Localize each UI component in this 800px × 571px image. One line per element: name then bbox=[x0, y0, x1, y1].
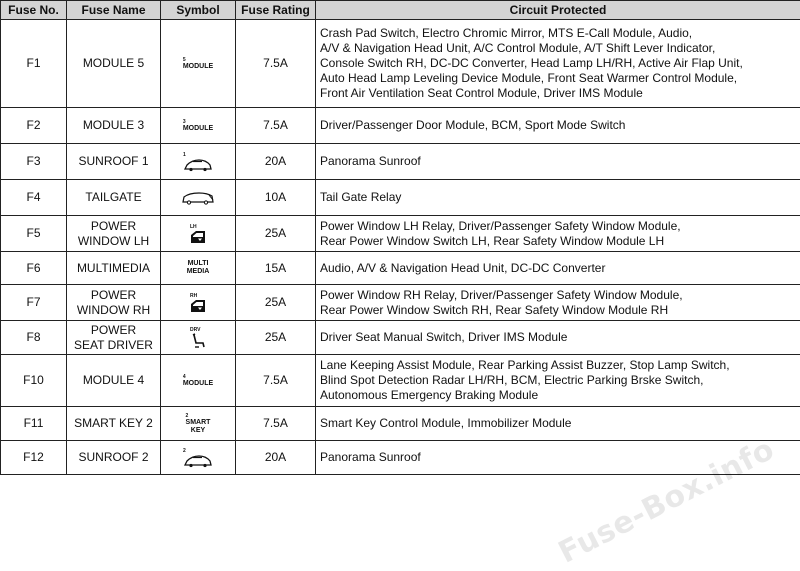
seat-icon bbox=[190, 337, 206, 344]
fuse-name-line: POWER bbox=[71, 323, 156, 338]
header-symbol: Symbol bbox=[161, 1, 236, 20]
symbol-index: DRV bbox=[190, 327, 206, 333]
fuse-symbol bbox=[190, 293, 206, 313]
symbol-index: 4 bbox=[183, 374, 213, 380]
circuit-line: Power Window RH Relay, Driver/Passenger Safety Window Module, bbox=[320, 288, 796, 303]
symbol-text: MULTI bbox=[187, 260, 210, 268]
symbol-text: MODULE bbox=[183, 63, 213, 70]
symbol-index: 2 bbox=[183, 448, 213, 454]
table-row bbox=[1, 108, 800, 144]
fuse-symbol bbox=[187, 260, 210, 276]
symbol-index: 5 bbox=[183, 57, 213, 63]
fuse-symbol bbox=[183, 374, 213, 388]
header-fuse-name: Fuse Name bbox=[67, 1, 161, 20]
fuse-name-cell bbox=[67, 321, 161, 355]
fuse-name-cell: MODULE 5 bbox=[67, 20, 161, 108]
table-row bbox=[1, 355, 800, 407]
fuse-name-line: WINDOW RH bbox=[71, 303, 156, 318]
fuse-name-cell: MODULE 4 bbox=[67, 355, 161, 407]
symbol-text: KEY bbox=[186, 427, 211, 435]
circuit-cell bbox=[316, 252, 800, 285]
symbol-cell bbox=[161, 407, 236, 441]
symbol-index: 1 bbox=[183, 152, 213, 158]
symbol-index: 2 bbox=[186, 413, 211, 419]
symbol-cell bbox=[161, 355, 236, 407]
table-row bbox=[1, 441, 800, 475]
fuse-rating-cell: 25A bbox=[236, 321, 316, 355]
circuit-cell bbox=[316, 441, 800, 475]
fuse-symbol bbox=[186, 413, 211, 435]
fuse-symbol bbox=[183, 152, 213, 172]
circuit-line: Tail Gate Relay bbox=[320, 190, 796, 205]
circuit-cell bbox=[316, 20, 800, 108]
circuit-line: Panorama Sunroof bbox=[320, 154, 796, 169]
circuit-cell bbox=[316, 321, 800, 355]
circuit-line: Auto Head Lamp Leveling Device Module, Front Seat Warmer Control Module, bbox=[320, 71, 796, 86]
symbol-cell bbox=[161, 441, 236, 475]
circuit-line: Power Window LH Relay, Driver/Passenger Safety Window Module, bbox=[320, 219, 796, 234]
fuse-no-cell: F4 bbox=[1, 180, 67, 216]
fuse-rating-cell: 7.5A bbox=[236, 108, 316, 144]
table-row bbox=[1, 321, 800, 355]
fuse-name-cell: TAILGATE bbox=[67, 180, 161, 216]
fuse-rating-cell: 20A bbox=[236, 441, 316, 475]
circuit-line: Front Air Ventilation Seat Control Module, Driver IMS Module bbox=[320, 86, 796, 101]
circuit-line: Rear Power Window Switch LH, Rear Safety Window Module LH bbox=[320, 234, 796, 249]
fuse-name-cell: MULTIMEDIA bbox=[67, 252, 161, 285]
fuse-name-cell: SUNROOF 2 bbox=[67, 441, 161, 475]
watermark: Fuse-Box.info bbox=[553, 432, 780, 571]
fuse-rating-cell: 7.5A bbox=[236, 355, 316, 407]
fuse-no-cell: F10 bbox=[1, 355, 67, 407]
symbol-text: MEDIA bbox=[187, 268, 210, 276]
table-row bbox=[1, 216, 800, 252]
fuse-no-cell: F12 bbox=[1, 441, 67, 475]
fuse-no-cell: F3 bbox=[1, 144, 67, 180]
fuse-symbol bbox=[183, 448, 213, 468]
fuse-rating-cell: 25A bbox=[236, 285, 316, 321]
fuse-symbol bbox=[190, 224, 206, 244]
header-row bbox=[1, 1, 800, 20]
symbol-text: MODULE bbox=[183, 125, 213, 132]
fuse-no-cell: F2 bbox=[1, 108, 67, 144]
symbol-cell bbox=[161, 180, 236, 216]
fuse-rating-cell: 7.5A bbox=[236, 20, 316, 108]
table-row bbox=[1, 20, 800, 108]
sunroof-icon bbox=[183, 161, 213, 168]
fuse-no-cell: F6 bbox=[1, 252, 67, 285]
fuse-name-line: SEAT DRIVER bbox=[71, 338, 156, 353]
fuse-no-cell: F7 bbox=[1, 285, 67, 321]
circuit-line: Smart Key Control Module, Immobilizer Module bbox=[320, 416, 796, 431]
fuse-rating-cell: 10A bbox=[236, 180, 316, 216]
symbol-index: 3 bbox=[183, 119, 213, 125]
table-row bbox=[1, 144, 800, 180]
fuse-no-cell: F11 bbox=[1, 407, 67, 441]
header-fuse-no: Fuse No. bbox=[1, 1, 67, 20]
sunroof-icon bbox=[183, 457, 213, 464]
table-row bbox=[1, 285, 800, 321]
fuse-name-cell: SUNROOF 1 bbox=[67, 144, 161, 180]
table-row bbox=[1, 252, 800, 285]
fuse-name-cell bbox=[67, 216, 161, 252]
fuse-name-cell: MODULE 3 bbox=[67, 108, 161, 144]
circuit-cell bbox=[316, 285, 800, 321]
circuit-line: Driver Seat Manual Switch, Driver IMS Module bbox=[320, 330, 796, 345]
fuse-name-cell bbox=[67, 285, 161, 321]
circuit-line: Audio, A/V & Navigation Head Unit, DC-DC Converter bbox=[320, 261, 796, 276]
circuit-line: Rear Power Window Switch RH, Rear Safety Window Module RH bbox=[320, 303, 796, 318]
fuse-symbol bbox=[183, 57, 213, 71]
symbol-cell bbox=[161, 108, 236, 144]
symbol-cell bbox=[161, 321, 236, 355]
power-window-icon bbox=[190, 302, 206, 309]
power-window-icon bbox=[190, 233, 206, 240]
circuit-line: Console Switch RH, DC-DC Converter, Head Lamp LH/RH, Active Air Flap Unit, bbox=[320, 56, 796, 71]
symbol-text: SMART bbox=[186, 419, 211, 427]
fuse-no-cell: F8 bbox=[1, 321, 67, 355]
fuse-rating-cell: 25A bbox=[236, 216, 316, 252]
header-circuit: Circuit Protected bbox=[316, 1, 800, 20]
circuit-cell bbox=[316, 180, 800, 216]
circuit-cell bbox=[316, 407, 800, 441]
fuse-symbol bbox=[183, 119, 213, 133]
fuse-rating-cell: 7.5A bbox=[236, 407, 316, 441]
fuse-rating-cell: 15A bbox=[236, 252, 316, 285]
fuse-name-line: WINDOW LH bbox=[71, 234, 156, 249]
circuit-cell bbox=[316, 108, 800, 144]
symbol-cell bbox=[161, 252, 236, 285]
fuse-symbol bbox=[181, 191, 215, 205]
symbol-cell bbox=[161, 20, 236, 108]
symbol-cell bbox=[161, 216, 236, 252]
circuit-line: Driver/Passenger Door Module, BCM, Sport Mode Switch bbox=[320, 118, 796, 133]
fuse-rating-cell: 20A bbox=[236, 144, 316, 180]
circuit-line: Panorama Sunroof bbox=[320, 450, 796, 465]
fuse-symbol bbox=[190, 327, 206, 349]
symbol-cell bbox=[161, 285, 236, 321]
circuit-line: Crash Pad Switch, Electro Chromic Mirror, MTS E-Call Module, Audio, bbox=[320, 26, 796, 41]
symbol-cell bbox=[161, 144, 236, 180]
fuse-name-cell: SMART KEY 2 bbox=[67, 407, 161, 441]
fuse-name-line: POWER bbox=[71, 219, 156, 234]
fuse-no-cell: F1 bbox=[1, 20, 67, 108]
circuit-cell bbox=[316, 216, 800, 252]
symbol-index: LH bbox=[190, 224, 206, 230]
circuit-line: Autonomous Emergency Braking Module bbox=[320, 388, 796, 403]
circuit-cell bbox=[316, 144, 800, 180]
circuit-cell bbox=[316, 355, 800, 407]
circuit-line: A/V & Navigation Head Unit, A/C Control Module, A/T Shift Lever Indicator, bbox=[320, 41, 796, 56]
circuit-line: Blind Spot Detection Radar LH/RH, BCM, Electric Parking Brske Switch, bbox=[320, 373, 796, 388]
symbol-index: RH bbox=[190, 293, 206, 299]
fuse-no-cell: F5 bbox=[1, 216, 67, 252]
circuit-line: Lane Keeping Assist Module, Rear Parking Assist Buzzer, Stop Lamp Switch, bbox=[320, 358, 796, 373]
fuse-name-line: POWER bbox=[71, 288, 156, 303]
symbol-text: MODULE bbox=[183, 380, 213, 387]
table-row bbox=[1, 407, 800, 441]
header-fuse-rating: Fuse Rating bbox=[236, 1, 316, 20]
tailgate-icon bbox=[181, 195, 215, 202]
table-row bbox=[1, 180, 800, 216]
